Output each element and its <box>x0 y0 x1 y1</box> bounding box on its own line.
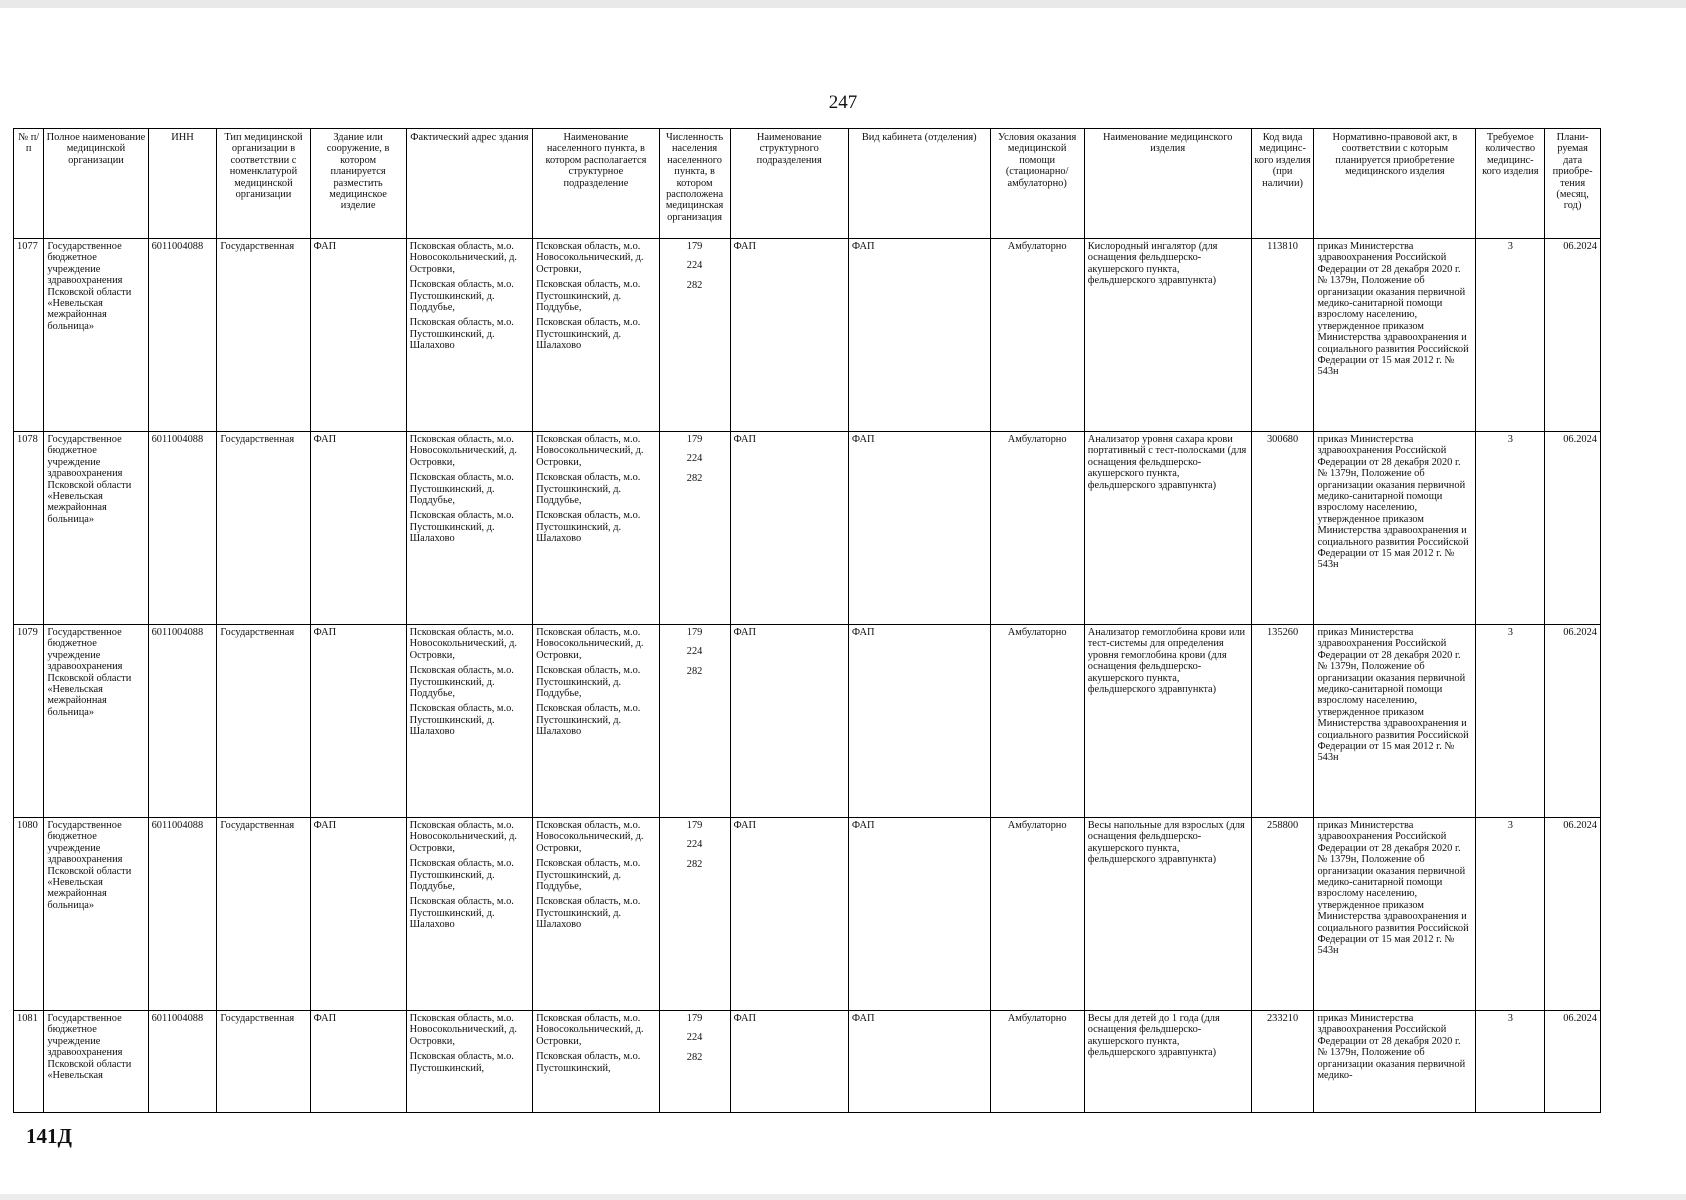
population: 282 <box>686 1051 703 1063</box>
population: 282 <box>686 279 703 291</box>
cabinet-type: ФАП <box>848 432 990 625</box>
legal-act: приказ Министерства здравоохранения Российской Федерации от 28 декабря 2020 г. № 1379н, Положение об организации оказания первичной медико-санитарной помощи взрослому населению, утвержденное приказом Министерства здравоохранения и социального развития Российской Федерации от 15 мая 2012 г. № 543н <box>1314 818 1476 1011</box>
table-row <box>14 625 1601 818</box>
care-conditions: Амбулаторно <box>990 1011 1084 1114</box>
address: Псковская область, м.о. Пустошкинский, д. Поддубье, <box>409 279 514 314</box>
settlement: Псковская область, м.о. Новосокольнический, д. Островки, <box>536 241 644 275</box>
settlement-cell <box>533 625 660 818</box>
address-cell <box>406 239 533 432</box>
building: ФАП <box>310 1011 406 1114</box>
organization-name: Государственное бюджетное учреждение здравоохранения Псковской области «Невельская межрайонная больница» <box>44 239 148 432</box>
table-header <box>14 129 1601 239</box>
row-number: 1079 <box>14 625 44 818</box>
organization-type: Государственная <box>217 432 310 625</box>
header-cell: Полное наименование медицинской организации <box>44 129 148 239</box>
inn: 6011004088 <box>148 239 217 432</box>
quantity: 3 <box>1476 818 1545 1011</box>
population: 179 <box>686 241 703 252</box>
planned-date: 06.2024 <box>1545 239 1601 432</box>
settlement-cell <box>533 818 660 1011</box>
settlement: Псковская область, м.о. Новосокольнический, д. Островки, <box>536 627 644 661</box>
address: Псковская область, м.о. Пустошкинский, д. Поддубье, <box>409 665 514 700</box>
table-row <box>14 432 1601 625</box>
structural-unit: ФАП <box>730 1011 848 1114</box>
header-cell: № п/п <box>14 129 44 239</box>
device-name: Весы для детей до 1 года (для оснащения фельдшерско-акушерского пункта, фельдшерского здравпункта) <box>1084 1011 1251 1114</box>
footer-code: 141Д <box>26 1124 72 1148</box>
quantity: 3 <box>1476 1011 1545 1114</box>
settlement: Псковская область, м.о. Пустошкинский, д. Поддубье, <box>536 279 641 314</box>
settlement: Псковская область, м.о. Пустошкинский, д. Шалахово <box>536 896 641 931</box>
page-number: 247 <box>828 92 858 113</box>
address: Псковская область, м.о. Пустошкинский, д. Поддубье, <box>409 858 514 893</box>
address: Псковская область, м.о. Новосокольнический, д. Островки, <box>409 820 518 854</box>
header-cell: Фактический адрес здания <box>406 129 533 239</box>
header-cell: Требуемое количество медицинс- кого изделия <box>1476 129 1545 239</box>
cabinet-type: ФАП <box>848 1011 990 1114</box>
organization-type: Государственная <box>217 1011 310 1114</box>
organization-name: Государственное бюджетное учреждение здравоохранения Псковской области «Невельская межрайонная больница» <box>44 432 148 625</box>
cabinet-type: ФАП <box>848 239 990 432</box>
cabinet-type: ФАП <box>848 818 990 1011</box>
device-code: 113810 <box>1251 239 1314 432</box>
population: 224 <box>686 453 703 465</box>
address-cell <box>406 432 533 625</box>
population-cell <box>659 432 730 625</box>
header-cell: Наименование населенного пункта, в котором располагается структурное подразделение <box>533 129 660 239</box>
address: Псковская область, м.о. Пустошкинский, д. Шалахово <box>409 510 514 545</box>
structural-unit: ФАП <box>730 625 848 818</box>
population: 179 <box>686 820 703 831</box>
population: 179 <box>686 627 703 638</box>
inn: 6011004088 <box>148 818 217 1011</box>
address: Псковская область, м.о. Пустошкинский, д. Шалахово <box>409 896 514 931</box>
legal-act: приказ Министерства здравоохранения Российской Федерации от 28 декабря 2020 г. № 1379н, Положение об организации оказания первичной медико-санитарной помощи взрослому населению, утвержденное приказом Министерства здравоохранения и социального развития Российской Федерации от 15 мая 2012 г. № 543н <box>1314 432 1476 625</box>
row-number: 1081 <box>14 1011 44 1114</box>
header-row <box>14 129 1601 239</box>
scan-bottom-edge <box>0 1194 1686 1200</box>
address-cell <box>406 1011 533 1114</box>
organization-name: Государственное бюджетное учреждение здравоохранения Псковской области «Невельская <box>44 1011 148 1114</box>
address: Псковская область, м.о. Новосокольнический, д. Островки, <box>409 627 518 661</box>
address: Псковская область, м.о. Пустошкинский, д. Поддубье, <box>409 472 514 507</box>
planned-date: 06.2024 <box>1545 818 1601 1011</box>
planned-date: 06.2024 <box>1545 1011 1601 1114</box>
quantity: 3 <box>1476 625 1545 818</box>
settlement: Псковская область, м.о. Новосокольнический, д. Островки, <box>536 434 644 468</box>
table-row <box>14 239 1601 432</box>
device-name: Кислородный ингалятор (для оснащения фельдшерско-акушерского пункта, фельдшерского здравпункта) <box>1084 239 1251 432</box>
planned-date: 06.2024 <box>1545 625 1601 818</box>
organization-name: Государственное бюджетное учреждение здравоохранения Псковской области «Невельская межрайонная больница» <box>44 818 148 1011</box>
device-code: 135260 <box>1251 625 1314 818</box>
quantity: 3 <box>1476 432 1545 625</box>
population: 282 <box>686 472 703 484</box>
population: 224 <box>686 1032 703 1044</box>
header-cell: Тип медицинской организации в соответствии с номенклатурой медицинской организации <box>217 129 310 239</box>
building: ФАП <box>310 432 406 625</box>
scan-top-edge <box>0 0 1686 8</box>
address: Псковская область, м.о. Новосокольнический, д. Островки, <box>409 434 518 468</box>
header-cell: Код вида медицинс- кого изделия (при наличии) <box>1251 129 1314 239</box>
settlement-cell <box>533 432 660 625</box>
population-cell <box>659 239 730 432</box>
header-cell: Численность населения населенного пункта, в котором расположена медицинская организация <box>659 129 730 239</box>
header-cell: Условия оказания медицинской помощи (стационарно/ амбулаторно) <box>990 129 1084 239</box>
organization-type: Государственная <box>217 625 310 818</box>
header-cell: Вид кабинета (отделения) <box>848 129 990 239</box>
device-code: 233210 <box>1251 1011 1314 1114</box>
row-number: 1080 <box>14 818 44 1011</box>
legal-act: приказ Министерства здравоохранения Российской Федерации от 28 декабря 2020 г. № 1379н, Положение об организации оказания первичной медико- <box>1314 1011 1476 1114</box>
address: Псковская область, м.о. Новосокольнический, д. Островки, <box>409 1013 518 1047</box>
settlement: Псковская область, м.о. Пустошкинский, д. Шалахово <box>536 510 641 545</box>
settlement: Псковская область, м.о. Пустошкинский, д. Поддубье, <box>536 858 641 893</box>
settlement: Псковская область, м.о. Пустошкинский, д. Шалахово <box>536 317 641 352</box>
care-conditions: Амбулаторно <box>990 239 1084 432</box>
header-cell: ИНН <box>148 129 217 239</box>
quantity: 3 <box>1476 239 1545 432</box>
cabinet-type: ФАП <box>848 625 990 818</box>
care-conditions: Амбулаторно <box>990 625 1084 818</box>
population: 224 <box>686 260 703 272</box>
address: Псковская область, м.о. Пустошкинский, д. Шалахово <box>409 317 514 352</box>
equipment-table <box>13 128 1601 1113</box>
inn: 6011004088 <box>148 1011 217 1114</box>
settlement-cell <box>533 239 660 432</box>
address-cell <box>406 625 533 818</box>
care-conditions: Амбулаторно <box>990 818 1084 1011</box>
address: Псковская область, м.о. Пустошкинский, д. Шалахово <box>409 703 514 738</box>
device-code: 258800 <box>1251 818 1314 1011</box>
legal-act: приказ Министерства здравоохранения Российской Федерации от 28 декабря 2020 г. № 1379н, Положение об организации оказания первичной медико-санитарной помощи взрослому населению, утвержденное приказом Министерства здравоохранения и социального развития Российской Федерации от 15 мая 2012 г. № 543н <box>1314 625 1476 818</box>
equipment-table-container <box>13 128 1601 1113</box>
settlement-cell <box>533 1011 660 1114</box>
organization-name: Государственное бюджетное учреждение здравоохранения Псковской области «Невельская межрайонная больница» <box>44 625 148 818</box>
care-conditions: Амбулаторно <box>990 432 1084 625</box>
structural-unit: ФАП <box>730 239 848 432</box>
population-cell <box>659 1011 730 1114</box>
population-cell <box>659 818 730 1011</box>
population: 179 <box>686 434 703 445</box>
device-name: Весы напольные для взрослых (для оснащения фельдшерско-акушерского пункта, фельдшерского здравпункта) <box>1084 818 1251 1011</box>
address: Псковская область, м.о. Пустошкинский, <box>409 1051 514 1074</box>
device-name: Анализатор уровня сахара крови портативный с тест-полосками (для оснащения фельдшерско-акушерского пункта, фельдшерского здравпункта) <box>1084 432 1251 625</box>
organization-type: Государственная <box>217 818 310 1011</box>
header-cell: Плани- руемая дата приобре- тения (месяц, год) <box>1545 129 1601 239</box>
settlement: Псковская область, м.о. Новосокольнический, д. Островки, <box>536 820 644 854</box>
building: ФАП <box>310 625 406 818</box>
row-number: 1077 <box>14 239 44 432</box>
table-body <box>14 239 1601 1114</box>
population: 282 <box>686 858 703 870</box>
header-cell: Наименование структурного подразделения <box>730 129 848 239</box>
header-cell: Наименование медицинского изделия <box>1084 129 1251 239</box>
population: 224 <box>686 839 703 851</box>
inn: 6011004088 <box>148 432 217 625</box>
row-number: 1078 <box>14 432 44 625</box>
settlement: Псковская область, м.о. Новосокольнический, д. Островки, <box>536 1013 644 1047</box>
settlement: Псковская область, м.о. Пустошкинский, д. Шалахово <box>536 703 641 738</box>
header-cell: Нормативно-правовой акт, в соответствии с которым планируется приобретение медицинского изделия <box>1314 129 1476 239</box>
population-cell <box>659 625 730 818</box>
device-code: 300680 <box>1251 432 1314 625</box>
header-cell: Здание или сооружение, в котором планируется разместить медицинское изделие <box>310 129 406 239</box>
building: ФАП <box>310 818 406 1011</box>
population: 282 <box>686 665 703 677</box>
table-row <box>14 1011 1601 1114</box>
device-name: Анализатор гемоглобина крови или тест-системы для определения уровня гемоглобина крови (для оснащения фельдшерско-акушерского пункта, фельдшерского здравпункта) <box>1084 625 1251 818</box>
settlement: Псковская область, м.о. Пустошкинский, д. Поддубье, <box>536 665 641 700</box>
settlement: Псковская область, м.о. Пустошкинский, д. Поддубье, <box>536 472 641 507</box>
address: Псковская область, м.о. Новосокольнический, д. Островки, <box>409 241 518 275</box>
settlement: Псковская область, м.о. Пустошкинский, <box>536 1051 641 1074</box>
structural-unit: ФАП <box>730 818 848 1011</box>
organization-type: Государственная <box>217 239 310 432</box>
structural-unit: ФАП <box>730 432 848 625</box>
inn: 6011004088 <box>148 625 217 818</box>
legal-act: приказ Министерства здравоохранения Российской Федерации от 28 декабря 2020 г. № 1379н, Положение об организации оказания первичной медико-санитарной помощи взрослому населению, утвержденное приказом Министерства здравоохранения и социального развития Российской Федерации от 15 мая 2012 г. № 543н <box>1314 239 1476 432</box>
planned-date: 06.2024 <box>1545 432 1601 625</box>
address-cell <box>406 818 533 1011</box>
population: 179 <box>686 1013 703 1024</box>
building: ФАП <box>310 239 406 432</box>
table-row <box>14 818 1601 1011</box>
population: 224 <box>686 646 703 658</box>
